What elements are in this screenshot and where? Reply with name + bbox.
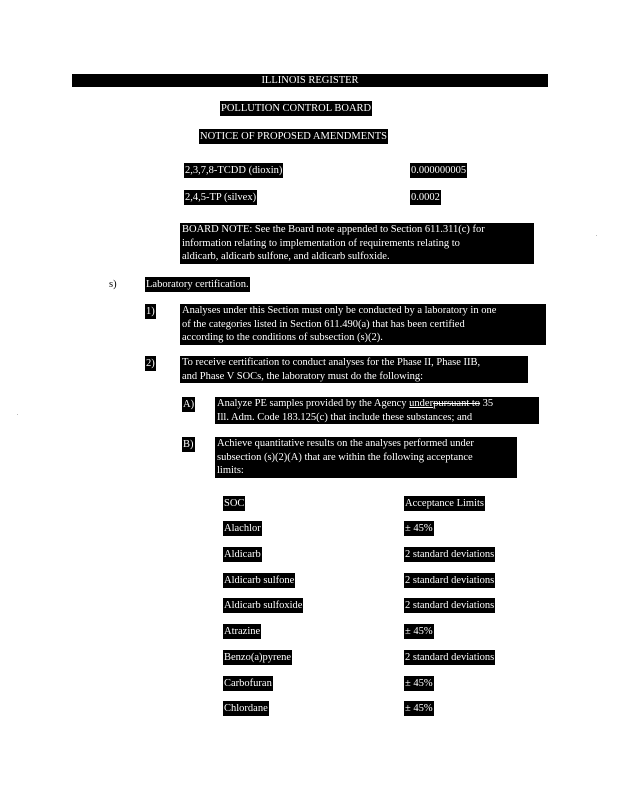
contaminant-name: 2,3,7,8-TCDD (dioxin) xyxy=(185,165,283,176)
item-1-text xyxy=(180,304,546,345)
contaminant-name: 2,4,5-TP (silvex) xyxy=(185,192,257,203)
item-1-line: of the categories listed in Section 611.490(a) that has been certified xyxy=(182,318,465,330)
table-header-soc: SOC xyxy=(224,498,245,509)
table-soc: Alachlor xyxy=(224,523,261,534)
item-label: 2) xyxy=(146,358,155,369)
item-1-line: Analyses under this Section must only be conducted by a laboratory in one xyxy=(182,305,497,316)
table-soc: Carbofuran xyxy=(224,678,272,689)
item-a-text xyxy=(215,397,539,424)
table-soc: Aldicarb sulfone xyxy=(224,575,295,586)
item-label: A) xyxy=(183,399,195,410)
text-run: 35 xyxy=(480,398,494,409)
table-limit: ± 45% xyxy=(405,703,433,714)
table-limit: ± 45% xyxy=(405,678,433,689)
item-label: B) xyxy=(183,439,194,450)
inserted-text: under xyxy=(409,398,434,409)
table-limit: 2 standard deviations xyxy=(405,652,495,663)
table-soc: Atrazine xyxy=(224,626,261,637)
item-2-line: and Phase V SOCs, the laboratory must do the following: xyxy=(182,370,424,382)
item-b-text xyxy=(215,437,517,478)
deleted-text: pursuant to xyxy=(433,398,481,409)
item-a-line xyxy=(217,397,537,411)
item-b-line: Achieve quantitative results on the analyses performed under xyxy=(217,438,474,449)
item-a-line: Ill. Adm. Code 183.125(c) that include these substances; and xyxy=(217,411,473,423)
item-b-line: subsection (s)(2)(A) that are within the following acceptance xyxy=(217,451,473,463)
table-header-limits: Acceptance Limits xyxy=(405,498,485,509)
section-label: s) xyxy=(109,279,117,290)
item-1-line: according to the conditions of subsection (s)(2). xyxy=(182,332,383,344)
table-limit: 2 standard deviations xyxy=(405,549,495,560)
board-title: POLLUTION CONTROL BOARD xyxy=(221,103,372,114)
item-b-line: limits: xyxy=(217,465,244,477)
item-2-line: To receive certification to conduct analyses for the Phase II, Phase IIB, xyxy=(182,357,481,368)
board-note-line: information relating to implementation of requirements relating to xyxy=(182,237,460,249)
scan-speck xyxy=(596,235,597,236)
table-soc: Aldicarb sulfoxide xyxy=(224,600,303,611)
contaminant-value: 0.000000005 xyxy=(411,165,467,176)
text-run: Analyze PE samples provided by the Agency xyxy=(217,398,410,409)
item-2-text xyxy=(180,356,528,383)
board-note-line: aldicarb, aldicarb sulfone, and aldicarb sulfoxide. xyxy=(182,251,390,263)
table-limit: 2 standard deviations xyxy=(405,600,495,611)
section-title: Laboratory certification. xyxy=(146,279,249,290)
table-limit: ± 45% xyxy=(405,626,433,637)
register-header: ILLINOIS REGISTER xyxy=(72,74,548,87)
table-soc: Benzo(a)pyrene xyxy=(224,652,292,663)
table-soc: Chlordane xyxy=(224,703,268,714)
board-note xyxy=(180,223,534,264)
item-label: 1) xyxy=(146,306,155,317)
board-note-line: BOARD NOTE: See the Board note appended to Section 611.311(c) for xyxy=(182,224,485,235)
table-soc: Aldicarb xyxy=(224,549,261,560)
contaminant-value: 0.0002 xyxy=(411,192,440,203)
table-limit: 2 standard deviations xyxy=(405,575,495,586)
notice-title: NOTICE OF PROPOSED AMENDMENTS xyxy=(200,131,387,142)
table-limit: ± 45% xyxy=(405,523,433,534)
scan-speck xyxy=(17,414,18,415)
